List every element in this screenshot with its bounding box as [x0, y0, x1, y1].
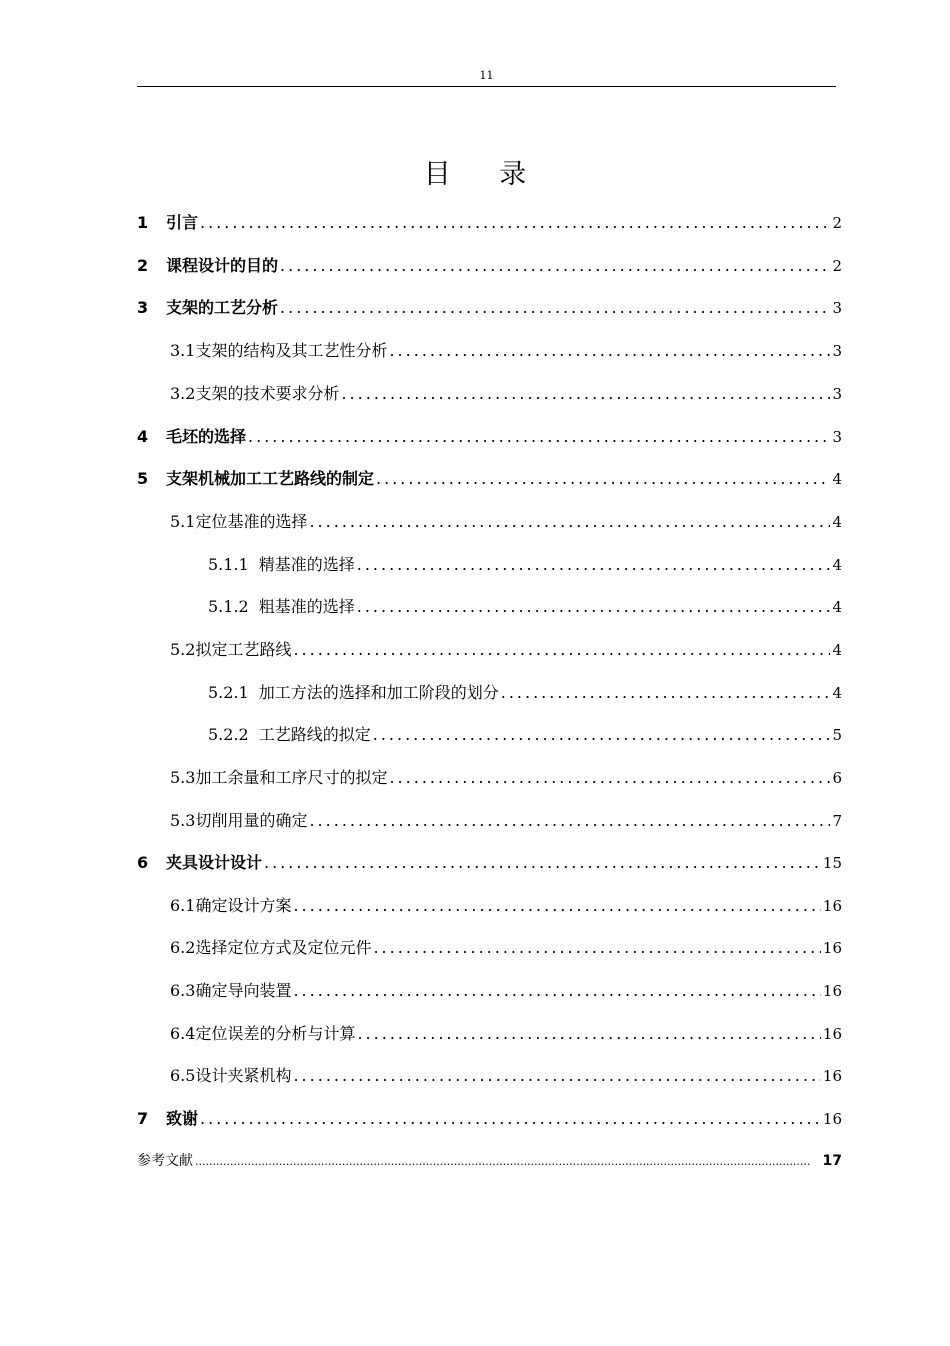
toc-entry-page: 3: [832, 428, 842, 446]
toc-entry-page: 16: [822, 1025, 842, 1043]
toc-leader-dots: [309, 810, 830, 832]
toc-entry[interactable]: [170, 340, 842, 362]
toc-leader-dots: [373, 724, 831, 746]
toc-entry-page: 4: [832, 641, 842, 659]
toc-entry[interactable]: [208, 724, 842, 746]
toc-entry[interactable]: [170, 937, 842, 959]
toc-entry-number: 6: [137, 853, 149, 872]
toc-entry-title: 确定导向装置: [195, 981, 292, 1000]
toc-entry-page: 4: [832, 598, 842, 616]
toc-leader-dots: [293, 895, 820, 917]
toc-entry-page: 16: [822, 1110, 842, 1128]
toc-entry-page: 16: [822, 1067, 842, 1085]
toc-entry-page: 4: [832, 470, 842, 488]
toc-leader-dots: [280, 297, 830, 319]
toc-leader-dots: [357, 596, 831, 618]
toc-entry[interactable]: [170, 1023, 842, 1045]
toc-entry-page: 4: [832, 513, 842, 531]
toc-leader-dots: [293, 980, 820, 1002]
toc-entry-title: 参考文献: [137, 1153, 193, 1169]
toc-entry-number: 5.3: [170, 768, 196, 787]
toc-entry[interactable]: [137, 852, 842, 874]
toc-leader-dots: [293, 1065, 820, 1087]
toc-title: 目 录: [423, 159, 547, 190]
toc-entry[interactable]: [170, 895, 842, 917]
toc-entry-page: 17: [822, 1153, 842, 1169]
toc-entry-page: 16: [822, 982, 842, 1000]
toc-entry[interactable]: [170, 767, 842, 789]
toc-leader-dots: [264, 852, 821, 874]
toc-entry-number: 3.2: [170, 384, 196, 403]
toc-entry-number: 5.1.1: [208, 555, 249, 574]
toc-leader-dots: [357, 554, 831, 576]
toc-leader-dots: [293, 639, 830, 661]
toc-entry-title: 加工方法的选择和加工阶段的划分: [258, 683, 499, 702]
toc-leader-dots: [501, 682, 831, 704]
toc-entry-number: 5: [137, 469, 149, 488]
toc-entry-title: 定位基准的选择: [195, 512, 308, 531]
toc-entry-page: 4: [832, 556, 842, 574]
toc-entry-number: 6.4: [170, 1024, 196, 1043]
toc-leader-dots: [389, 767, 830, 789]
toc-entry-page: 16: [822, 897, 842, 915]
toc-entry-number: 5.2.2: [208, 725, 249, 744]
toc-entry-title: 切削用量的确定: [195, 811, 308, 830]
toc-entry[interactable]: [137, 255, 842, 277]
toc-entry-title: 确定设计方案: [195, 896, 292, 915]
toc-entry[interactable]: [137, 212, 842, 234]
toc-entry[interactable]: [170, 980, 842, 1002]
toc-leader-dots: [248, 426, 830, 448]
toc-entry-title: 拟定工艺路线: [195, 640, 292, 659]
toc-entry-number: 5.2.1: [208, 683, 249, 702]
toc-entry-title: 支架的技术要求分析: [195, 384, 340, 403]
toc-entry-page: 2: [832, 214, 842, 232]
toc-leader-dots: [280, 255, 830, 277]
toc-entry-title: 夹具设计设计: [166, 853, 263, 872]
toc-entry-number: 5.3: [170, 811, 196, 830]
toc-entry-number: 3: [137, 298, 149, 317]
toc-entry-number: 5.2: [170, 640, 196, 659]
toc-entry-references[interactable]: [137, 1150, 842, 1172]
toc-entry[interactable]: [208, 554, 842, 576]
toc-entry[interactable]: [137, 297, 842, 319]
toc-entry-number: 5.1: [170, 512, 196, 531]
page-header: [137, 67, 836, 87]
toc-entry-number: 6.2: [170, 938, 196, 957]
toc-entry-page: 7: [832, 812, 842, 830]
toc-entry[interactable]: [208, 596, 842, 618]
toc-entry[interactable]: [137, 1108, 842, 1130]
toc-entry-title: 定位误差的分析与计算: [195, 1024, 356, 1043]
toc-entry-number: 6.1: [170, 896, 196, 915]
toc-entry-page: 3: [832, 342, 842, 360]
toc-entry-title: 支架的结构及其工艺性分析: [195, 341, 388, 360]
toc-entry-title: 设计夹紧机构: [195, 1066, 292, 1085]
toc-entry-title: 精基准的选择: [258, 555, 355, 574]
toc-entry[interactable]: [208, 682, 842, 704]
toc-entry-page: 3: [832, 385, 842, 403]
toc-entry-page: 16: [822, 939, 842, 957]
toc-entry-title: 毛坯的选择: [166, 427, 247, 446]
toc-leader-dots: [376, 468, 830, 490]
toc-entry-title: 加工余量和工序尺寸的拟定: [195, 768, 388, 787]
toc-entry-title: 粗基准的选择: [258, 597, 355, 616]
toc-leader-dots: [373, 937, 820, 959]
toc-entry-title: 致谢: [166, 1109, 199, 1128]
toc-leader-dots: [357, 1023, 820, 1045]
toc-entry-title: 支架的工艺分析: [166, 298, 279, 317]
toc-entry-title: 课程设计的目的: [166, 256, 279, 275]
toc-entry-title: 工艺路线的拟定: [258, 725, 371, 744]
toc-entry-page: 2: [832, 257, 842, 275]
toc-entry-page: 3: [832, 299, 842, 317]
toc-entry-number: 1: [137, 213, 149, 232]
header-page-number: 11: [479, 69, 494, 82]
toc-entry[interactable]: [170, 1065, 842, 1087]
toc-leader-dots: [341, 383, 830, 405]
toc-entry-title: 引言: [166, 213, 199, 232]
toc-leader-dots: [309, 511, 830, 533]
toc-entry[interactable]: [170, 639, 842, 661]
toc-entry-title: 选择定位方式及定位元件: [195, 938, 372, 957]
toc-entry-page: 6: [832, 769, 842, 787]
toc-entry-number: 7: [137, 1109, 149, 1128]
toc-entry[interactable]: [170, 383, 842, 405]
toc-entry[interactable]: [170, 511, 842, 533]
toc-entry-page: 4: [832, 684, 842, 702]
toc-leader-dots: [389, 340, 830, 362]
toc-entry-number: 2: [137, 256, 149, 275]
toc-leader-dots: [195, 1151, 821, 1173]
toc-entry-number: 6.3: [170, 981, 196, 1000]
toc-entry-number: 3.1: [170, 341, 196, 360]
toc-entry-number: 6.5: [170, 1066, 196, 1085]
toc-leader-dots: [200, 212, 830, 234]
toc-entry[interactable]: [137, 468, 842, 490]
toc-leader-dots: [200, 1108, 821, 1130]
toc-entry[interactable]: [137, 426, 842, 448]
toc-entry-number: 4: [137, 427, 149, 446]
toc-entry-page: 5: [832, 726, 842, 744]
toc-entry-page: 15: [822, 854, 842, 872]
toc-entry-title: 支架机械加工工艺路线的制定: [166, 469, 375, 488]
toc-entry[interactable]: [170, 810, 842, 832]
toc-entry-number: 5.1.2: [208, 597, 249, 616]
